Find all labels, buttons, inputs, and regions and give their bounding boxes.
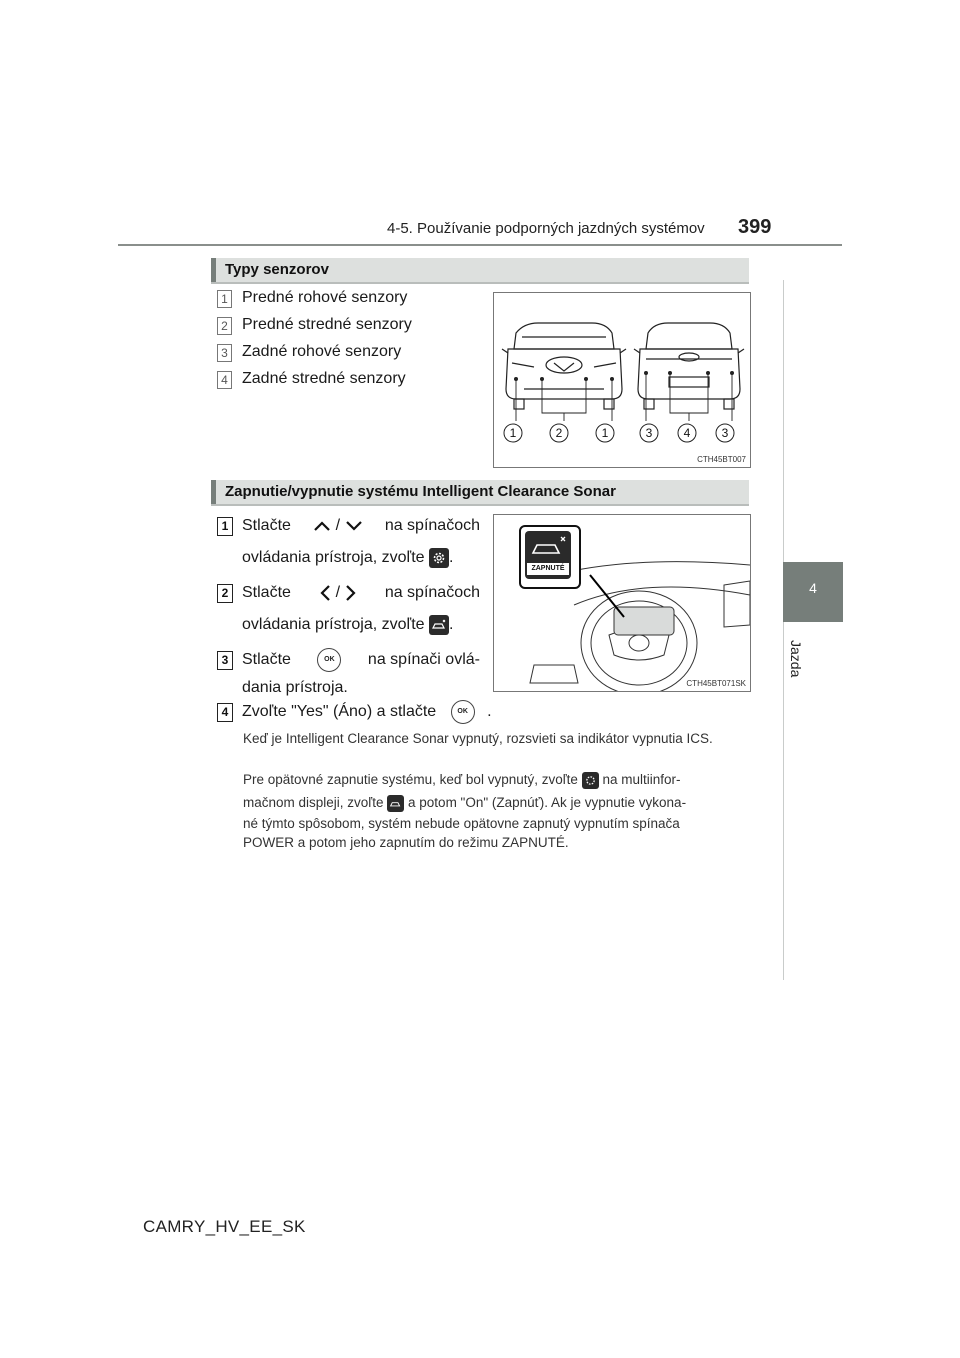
- sensor-item-3: Zadné rohové senzory: [242, 343, 402, 360]
- callout-label: 4: [683, 426, 691, 440]
- callout-label: 3: [645, 426, 653, 440]
- section-heading-toggle-system: [211, 480, 749, 506]
- vehicle-settings-icon: [429, 615, 449, 635]
- chapter-number: 4: [809, 580, 817, 596]
- step-2: Stlačte / na spínačoch ovládania prístroja, zvoľte .: [242, 580, 480, 638]
- step-3: [242, 647, 480, 701]
- chevron-left-icon: [319, 584, 331, 602]
- note-ics-off: Keď je Intelligent Clearance Sonar vypnutý, rozsvieti sa indikátor vypnutia ICS.: [243, 731, 713, 746]
- step-number-4: 4: [217, 703, 233, 722]
- sensor-item-4: Zadné stredné senzory: [242, 370, 406, 387]
- callout-label: 1: [601, 426, 609, 440]
- callout-label: 3: [721, 426, 729, 440]
- sensor-diagram-figure: [493, 292, 751, 468]
- separator: /: [335, 584, 341, 601]
- page-number: 399: [738, 216, 772, 238]
- section-heading-text: Zapnutie/vypnutie systému Intelligent Clearance Sonar: [225, 483, 616, 500]
- step-text: na spínačoch: [384, 584, 480, 601]
- step-1: Stlačte / na spínačoch ovládania prístroja, zvoľte .: [242, 513, 480, 571]
- step-text: Zvoľte "Yes" (Áno) a stlačte: [242, 703, 437, 720]
- step-number-1: 1: [217, 517, 233, 536]
- chapter-label: Jazda: [788, 640, 804, 678]
- step-number-2: 2: [217, 584, 233, 603]
- indicator-label: ZAPNUTÉ: [527, 563, 569, 575]
- step-text: Stlačte: [242, 517, 291, 534]
- sensor-item-2: Predné stredné senzory: [242, 316, 412, 333]
- callout-label: 2: [555, 426, 563, 440]
- step-text: Stlačte: [242, 584, 291, 601]
- separator: /: [335, 517, 341, 534]
- dashboard-figure: [493, 514, 751, 692]
- ics-off-indicator-icon: [525, 531, 571, 579]
- side-tab-rule: [783, 280, 784, 980]
- header-divider: [118, 244, 842, 246]
- step-text: na spínači ovlá-: [367, 651, 480, 668]
- section-heading-sensor-types: [211, 258, 749, 284]
- sensor-item-1: Predné rohové senzory: [242, 289, 408, 306]
- step-text: dania prístroja.: [242, 679, 348, 696]
- chevron-up-icon: [313, 520, 331, 532]
- running-header-title: 4-5. Používanie podporných jazdných systémov: [387, 220, 705, 237]
- chevron-down-icon: [345, 520, 363, 532]
- settings-gear-icon: [429, 548, 449, 568]
- list-number-1: 1: [217, 290, 232, 308]
- section-heading-text: Typy senzorov: [225, 261, 329, 278]
- ok-button-icon: OK: [451, 700, 475, 724]
- ics-indicator-callout: [519, 525, 581, 589]
- ok-button-icon: OK: [317, 648, 341, 672]
- list-number-2: 2: [217, 317, 232, 335]
- vehicle-settings-icon: [387, 795, 404, 812]
- step-text: na spínačoch: [384, 517, 480, 534]
- callout-label: 1: [509, 426, 517, 440]
- car-sensor-illustration: [494, 293, 750, 467]
- note-reactivation: Pre opätovné zapnutie systému, keď bol vypnutý, zvoľte na multiinfor- mačnom displeji, zvoľte a potom "On" (Zapnúť). Ak je vypnutie vykona- né týmto spôsobom, systém nebude opätovne zapnutý vypnutím spínača POWER a potom jeho zapnutím do režimu ZAPNUTÉ.: [243, 772, 687, 850]
- chevron-right-icon: [345, 584, 357, 602]
- list-number-3: 3: [217, 344, 232, 362]
- settings-gear-icon: [582, 772, 599, 789]
- step-number-3: 3: [217, 651, 233, 670]
- chapter-tab: [783, 562, 843, 622]
- step-4: Zvoľte "Yes" (Áno) a stlačte OK .: [242, 699, 742, 725]
- step-text: Stlačte: [242, 651, 291, 668]
- figure-code: CTH45BT007: [697, 455, 746, 464]
- step-text: ovládania prístroja, zvoľte: [242, 549, 425, 566]
- step-text: ovládania prístroja, zvoľte: [242, 616, 425, 633]
- list-number-4: 4: [217, 371, 232, 389]
- figure-code: CTH45BT071SK: [686, 679, 746, 688]
- document-code: CAMRY_HV_EE_SK: [143, 1217, 306, 1236]
